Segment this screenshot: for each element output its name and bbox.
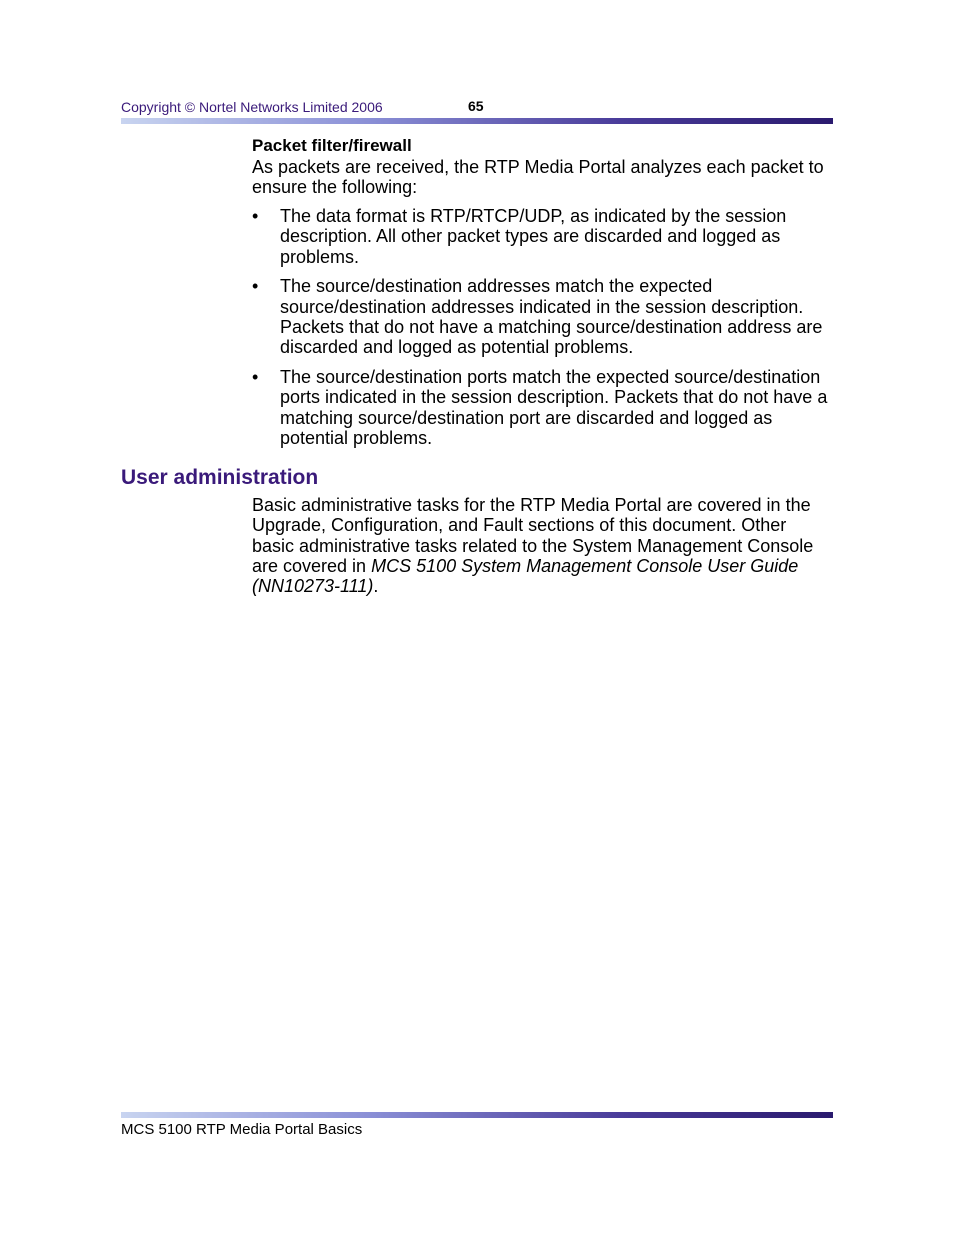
bullet-icon: • [252, 276, 259, 297]
user-administration-heading: User administration [121, 466, 319, 489]
body-text: Basic administrative tasks for the RTP Media Portal are covered in the Upgrade, Configuration, and Fault sections of this document. Other basic administrative tasks related to the System Management Console are covered in [252, 495, 814, 576]
document-reference: MCS 5100 System Management Console User Guide (NN10273-111) [252, 555, 799, 597]
footer-document-title: MCS 5100 RTP Media Portal Basics [121, 1121, 363, 1138]
list-item [252, 367, 832, 448]
bullet-icon: • [252, 367, 259, 388]
body-text-end: . [373, 576, 379, 597]
list-item-text: The source/destination addresses match the expected source/destination addresses indicated in the session description. Packets that do not have a matching source/destination address are discarded and logged as potential problems. [280, 276, 823, 358]
footer-rule [121, 1112, 833, 1118]
list-item [252, 276, 832, 357]
bullet-icon: • [252, 206, 259, 226]
list-item-text: The source/destination ports match the expected source/destination ports indicated in the session description. Packets that do not have a matching source/destination port are discarded and logged as potential problems. [280, 367, 828, 448]
list-item-text: The data format is RTP/RTCP/UDP, as indicated by the session description. All other packet types are discarded and logged as problems. [280, 206, 787, 267]
packet-filter-heading: Packet filter/firewall [252, 136, 412, 155]
header-rule [121, 118, 833, 124]
page-number: 65 [468, 98, 484, 114]
packet-filter-intro: As packets are received, the RTP Media Portal analyzes each packet to ensure the following: [252, 157, 824, 198]
list-item [252, 206, 832, 267]
header-copyright: Copyright © Nortel Networks Limited 2006 [121, 99, 383, 115]
packet-filter-list [252, 206, 832, 458]
user-administration-body [252, 495, 832, 596]
